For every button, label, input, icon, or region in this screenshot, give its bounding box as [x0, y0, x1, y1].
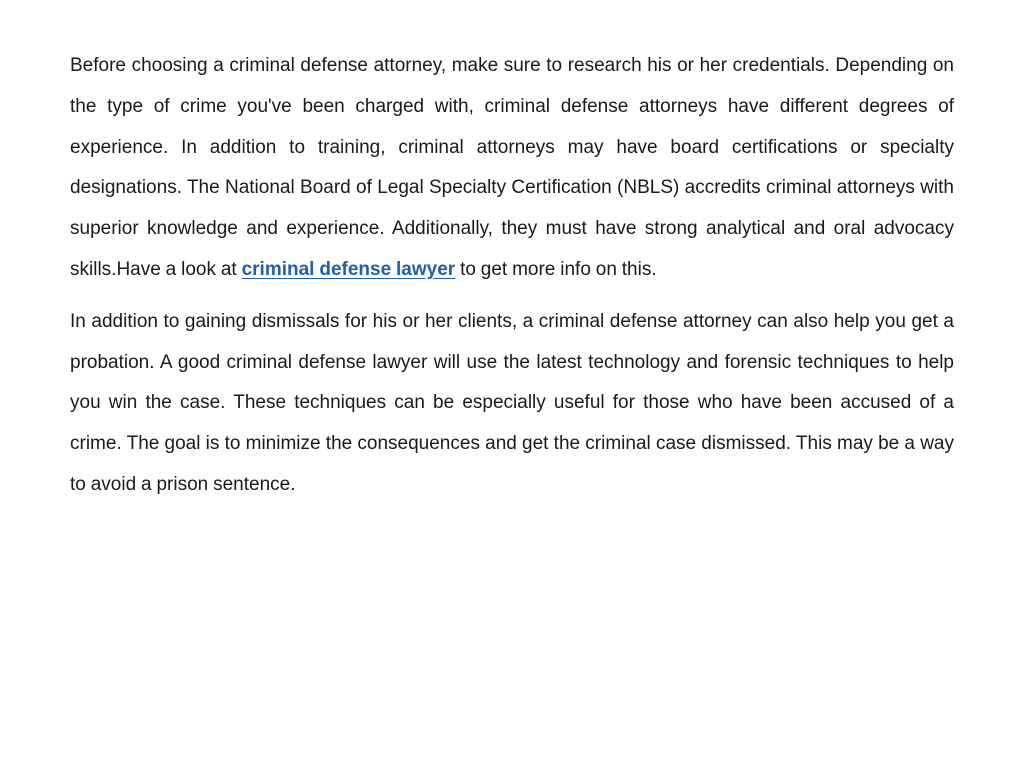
criminal-defense-lawyer-link[interactable]: criminal defense lawyer: [241, 258, 456, 280]
paragraph-credentials-text: Before choosing a criminal defense attorney, make sure to research his or her credentials. Depending on the type of crime you've been charged with, criminal defense attorneys have different degrees of experience. In addition to training, criminal attorneys may have board certifications or specialty designations. The National Board of Legal Specialty Certification (NBLS) accredits criminal attorneys with superior knowledge and experience. Additionally, they must have strong analytical and oral advocacy skills.Have a look at: [70, 55, 954, 280]
paragraph-credentials-tail: to get more info on this.: [455, 258, 657, 280]
paragraph-credentials: [70, 46, 954, 291]
paragraph-dismissals: In addition to gaining dismissals for his or her clients, a criminal defense attorney can also help you get a probation. A good criminal defense lawyer will use the latest technology and forensic techniques to help you win the case. These techniques can be especially useful for those who have been accused of a crime. The goal is to minimize the consequences and get the criminal case dismissed. This may be a way to avoid a prison sentence.: [70, 310, 954, 495]
